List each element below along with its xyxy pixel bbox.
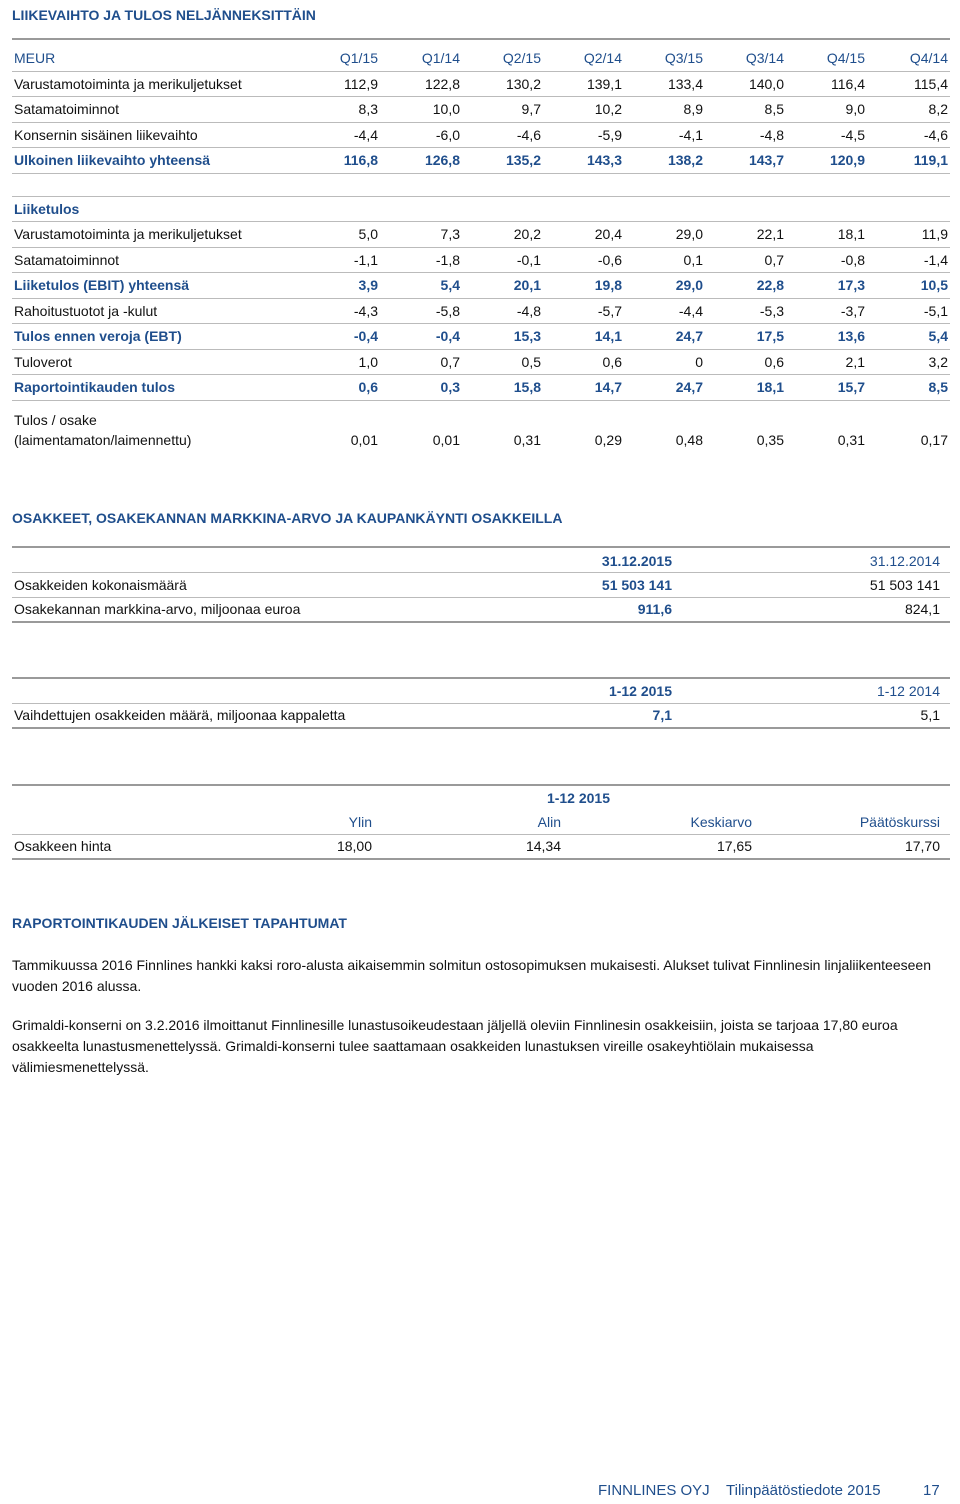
table-cell: -0,4 xyxy=(435,328,460,344)
shares-col-2015: 31.12.2015 xyxy=(601,553,672,569)
footer-page-number: 17 xyxy=(923,1482,940,1499)
table-cell: -5,8 xyxy=(435,302,460,319)
table-cell: 0,7 xyxy=(440,353,460,370)
table-cell: -5,9 xyxy=(597,126,622,143)
eps-label-sub: (laimentamaton/laimennettu) xyxy=(14,432,192,448)
row-label: Konsernin sisäinen liikevaihto xyxy=(14,126,198,143)
table-cell: 18,1 xyxy=(837,226,865,242)
table-cell: 0,7 xyxy=(764,251,784,268)
table-cell: 20,1 xyxy=(513,277,541,293)
price-row-label: Osakkeen hinta xyxy=(14,838,112,854)
table-cell: -4,6 xyxy=(923,126,948,143)
table-cell: -5,1 xyxy=(923,302,948,319)
table-cell: 14,7 xyxy=(594,379,622,395)
table-cell: 130,2 xyxy=(505,75,541,92)
table-cell: 8,2 xyxy=(928,101,948,117)
table-cell: 29,0 xyxy=(675,226,703,242)
table-cell: 143,3 xyxy=(586,152,622,168)
column-header: Q3/15 xyxy=(664,50,703,66)
trading-header-row xyxy=(12,679,950,703)
table-cell: 7,3 xyxy=(440,226,460,242)
price-bottom-rule xyxy=(12,858,950,860)
footer-company: FINNLINES OYJ xyxy=(598,1482,710,1499)
table-cell: -3,7 xyxy=(840,302,865,319)
row-label: Tuloverot xyxy=(14,353,72,370)
table-cell: -5,7 xyxy=(597,302,622,319)
trading-value-2014: 5,1 xyxy=(920,707,940,723)
table-cell: 119,1 xyxy=(913,152,948,168)
price-header-row xyxy=(12,810,950,834)
title-rule xyxy=(12,38,950,40)
table-cell: 18,1 xyxy=(756,379,784,395)
table-cell: -0,6 xyxy=(597,251,622,268)
shares-row-value-2014: 51 503 141 xyxy=(869,577,940,593)
table-cell: -1,4 xyxy=(923,251,948,268)
trading-bottom-rule xyxy=(12,727,950,729)
shares-row-value-2015: 911,6 xyxy=(637,601,672,617)
table-row xyxy=(12,350,950,376)
price-value-close: 17,70 xyxy=(904,838,940,854)
price-col-average: Keskiarvo xyxy=(690,814,752,830)
row-label: Ulkoinen liikevaihto yhteensä xyxy=(14,152,211,168)
price-col-close: Päätöskurssi xyxy=(859,814,940,830)
table-cell: 22,8 xyxy=(756,277,784,293)
price-value-average: 17,65 xyxy=(716,838,752,854)
trading-value-2015: 7,1 xyxy=(652,707,672,723)
trading-row xyxy=(12,703,950,727)
table-cell: -0,8 xyxy=(840,251,865,268)
table-cell: 135,2 xyxy=(505,152,541,168)
column-header: Q2/15 xyxy=(502,50,541,66)
table-cell: 15,8 xyxy=(513,379,541,395)
table-cell: 112,9 xyxy=(344,75,378,92)
shares-col-2014: 31.12.2014 xyxy=(869,553,940,569)
shares-row-value-2015: 51 503 141 xyxy=(601,577,672,593)
table-row xyxy=(12,148,950,174)
table-row xyxy=(12,222,950,248)
shares-top-rule xyxy=(12,546,950,548)
column-header: Q4/14 xyxy=(909,50,948,66)
shares-row-label: Osakekannan markkina-arvo, miljoonaa euroa xyxy=(14,601,301,617)
quarterly-table xyxy=(12,46,950,401)
row-label: Varustamotoiminta ja merikuljetukset xyxy=(14,75,242,92)
table-cell: 5,4 xyxy=(440,277,460,293)
table-cell: 17,5 xyxy=(756,328,784,344)
table-cell: 20,2 xyxy=(513,226,541,242)
table-row xyxy=(12,324,950,350)
table-cell: 133,4 xyxy=(667,75,703,92)
row-label: Satamatoiminnot xyxy=(14,101,120,117)
row-label: Liiketulos (EBIT) yhteensä xyxy=(14,277,190,293)
table-cell: -4,4 xyxy=(353,126,378,143)
table-row xyxy=(12,375,950,401)
events-paragraph-1: Tammikuussa 2016 Finnlines hankki kaksi roro-alusta aikaisemmin solmitun ostosopimuksen mukaisesti. Alukset tulivat Finnlinesin linjaliikenteeseen vuoden 2016 alussa. xyxy=(12,957,931,994)
section-title-quarterly: LIIKEVAIHTO JA TULOS NELJÄNNEKSITTÄIN xyxy=(12,7,316,23)
table-row xyxy=(12,123,950,149)
eps-label: Tulos / osake xyxy=(14,412,97,428)
table-row xyxy=(12,299,950,325)
eps-value: 0,01 xyxy=(432,432,460,448)
price-row xyxy=(12,834,950,858)
table-cell: 0,5 xyxy=(521,353,541,370)
price-value-low: 14,34 xyxy=(525,838,561,854)
table-cell: -4,4 xyxy=(678,302,703,319)
table-cell: -5,3 xyxy=(759,302,784,319)
table-cell: 19,8 xyxy=(594,277,622,293)
table-cell: -1,1 xyxy=(353,251,378,268)
price-period-row xyxy=(12,786,950,810)
table-cell: 29,0 xyxy=(675,277,703,293)
table-cell: 8,5 xyxy=(764,101,784,117)
column-header: Q1/15 xyxy=(339,50,378,66)
row-label: Raportointikauden tulos xyxy=(14,379,175,395)
table-cell: 140,0 xyxy=(748,75,784,92)
table-cell: 0,6 xyxy=(602,353,622,370)
table-cell: 116,4 xyxy=(831,75,865,92)
shares-row-total xyxy=(12,573,950,597)
table-cell: 0,3 xyxy=(440,379,460,395)
shares-row-market-value xyxy=(12,597,950,621)
table-cell: 3,2 xyxy=(928,353,948,370)
table-cell: 5,0 xyxy=(358,226,378,242)
eps-value: 0,31 xyxy=(513,432,541,448)
table-cell: 17,3 xyxy=(837,277,865,293)
shares-row-label: Osakkeiden kokonaismäärä xyxy=(14,577,187,593)
trading-col-2015: 1-12 2015 xyxy=(608,683,672,699)
column-header: Q2/14 xyxy=(583,50,622,66)
eps-value: 0,17 xyxy=(920,432,948,448)
table-cell: 3,9 xyxy=(358,277,378,293)
table-cell: 14,1 xyxy=(594,328,622,344)
row-label: Varustamotoiminta ja merikuljetukset xyxy=(14,226,242,242)
spacer-row xyxy=(12,174,950,197)
table-cell: 22,1 xyxy=(756,226,784,242)
table-cell: 120,9 xyxy=(829,152,865,168)
shares-header-row xyxy=(12,549,950,573)
table-cell: 143,7 xyxy=(748,152,784,168)
table-cell: -4,1 xyxy=(678,126,703,143)
price-value-high: 18,00 xyxy=(336,838,372,854)
table-cell: 126,8 xyxy=(424,152,460,168)
column-header-unit: MEUR xyxy=(14,50,56,66)
table-cell: 11,9 xyxy=(921,226,948,242)
table-row xyxy=(12,97,950,123)
trading-row-label: Vaihdettujen osakkeiden määrä, miljoonaa kappaletta xyxy=(14,707,346,723)
table-cell: -4,5 xyxy=(840,126,865,143)
table-cell: 15,7 xyxy=(837,379,865,395)
row-label: Satamatoiminnot xyxy=(14,251,120,268)
eps-value: 0,29 xyxy=(594,432,622,448)
table-cell: 8,5 xyxy=(928,379,948,395)
table-cell: 24,7 xyxy=(675,379,703,395)
price-col-low: Alin xyxy=(537,814,561,830)
table-cell: -4,8 xyxy=(759,126,784,143)
table-cell: 139,1 xyxy=(586,75,622,92)
table-row xyxy=(12,197,950,223)
row-label: Tulos ennen veroja (EBT) xyxy=(14,328,182,344)
row-label: Rahoitustuotot ja -kulut xyxy=(14,302,158,319)
table-cell: 116,8 xyxy=(343,152,378,168)
section-title-subsequent-events: RAPORTOINTIKAUDEN JÄLKEISET TAPAHTUMAT xyxy=(12,915,347,931)
table-row xyxy=(12,72,950,98)
table-cell: 24,7 xyxy=(675,328,703,344)
price-col-high: Ylin xyxy=(348,814,372,830)
table-cell: -0,1 xyxy=(516,251,541,268)
shares-bottom-rule xyxy=(12,621,950,623)
table-cell: 15,3 xyxy=(513,328,541,344)
eps-value: 0,01 xyxy=(350,432,378,448)
table-cell: -6,0 xyxy=(435,126,460,143)
table-cell: -1,8 xyxy=(435,251,460,268)
footer-document: Tilinpäätöstiedote 2015 xyxy=(726,1482,881,1499)
table-cell: -0,4 xyxy=(353,328,378,344)
table-cell: 10,2 xyxy=(594,101,622,117)
table-cell: 0,6 xyxy=(358,379,378,395)
eps-value: 0,31 xyxy=(837,432,865,448)
table-cell: 9,0 xyxy=(845,101,865,117)
table-cell: 8,3 xyxy=(358,101,378,117)
price-period: 1-12 2015 xyxy=(546,790,610,806)
shares-row-value-2014: 824,1 xyxy=(904,601,940,617)
table-cell: 122,8 xyxy=(424,75,460,92)
table-cell: 0 xyxy=(695,353,703,370)
eps-value: 0,35 xyxy=(756,432,784,448)
table-cell: 115,4 xyxy=(914,75,948,92)
table-cell: 138,2 xyxy=(667,152,703,168)
table-cell: 2,1 xyxy=(845,353,865,370)
column-header: Q1/14 xyxy=(421,50,460,66)
column-header: Q3/14 xyxy=(745,50,784,66)
table-cell: 0,6 xyxy=(764,353,784,370)
eps-value: 0,48 xyxy=(675,432,703,448)
table-row xyxy=(12,273,950,299)
table-cell: -4,8 xyxy=(516,302,541,319)
section-title-shares: OSAKKEET, OSAKEKANNAN MARKKINA-ARVO JA KAUPANKÄYNTI OSAKKEILLA xyxy=(12,510,563,526)
table-cell: 0,1 xyxy=(683,251,703,268)
table-cell: 9,7 xyxy=(521,101,541,117)
table-cell: 10,0 xyxy=(432,101,460,117)
table-header-row xyxy=(12,46,950,72)
table-cell: 13,6 xyxy=(837,328,865,344)
table-cell: 20,4 xyxy=(594,226,622,242)
table-cell: -4,6 xyxy=(516,126,541,143)
table-cell: -4,3 xyxy=(353,302,378,319)
table-row xyxy=(12,248,950,274)
trading-col-2014: 1-12 2014 xyxy=(876,683,940,699)
table-cell: 5,4 xyxy=(928,328,948,344)
table-cell: 10,5 xyxy=(920,277,948,293)
table-cell: 1,0 xyxy=(358,353,378,370)
column-header: Q4/15 xyxy=(826,50,865,66)
row-label: Liiketulos xyxy=(14,200,80,217)
table-cell: 8,9 xyxy=(683,101,703,117)
eps-values-row xyxy=(12,428,950,452)
events-paragraph-2: Grimaldi-konserni on 3.2.2016 ilmoittanut Finnlinesille lunastusoikeudestaan jäljellä oleviin Finnlinesin osakkeisiin, joista se tarjoaa 17,80 euroa osakkeelta lunastusmenettelyssä. Grimaldi-konserni tulee saattamaan osakkeiden lunastuksen vireille osakeyhtiölain mukaisessa välimiesmenettelyssä. xyxy=(12,1017,898,1075)
